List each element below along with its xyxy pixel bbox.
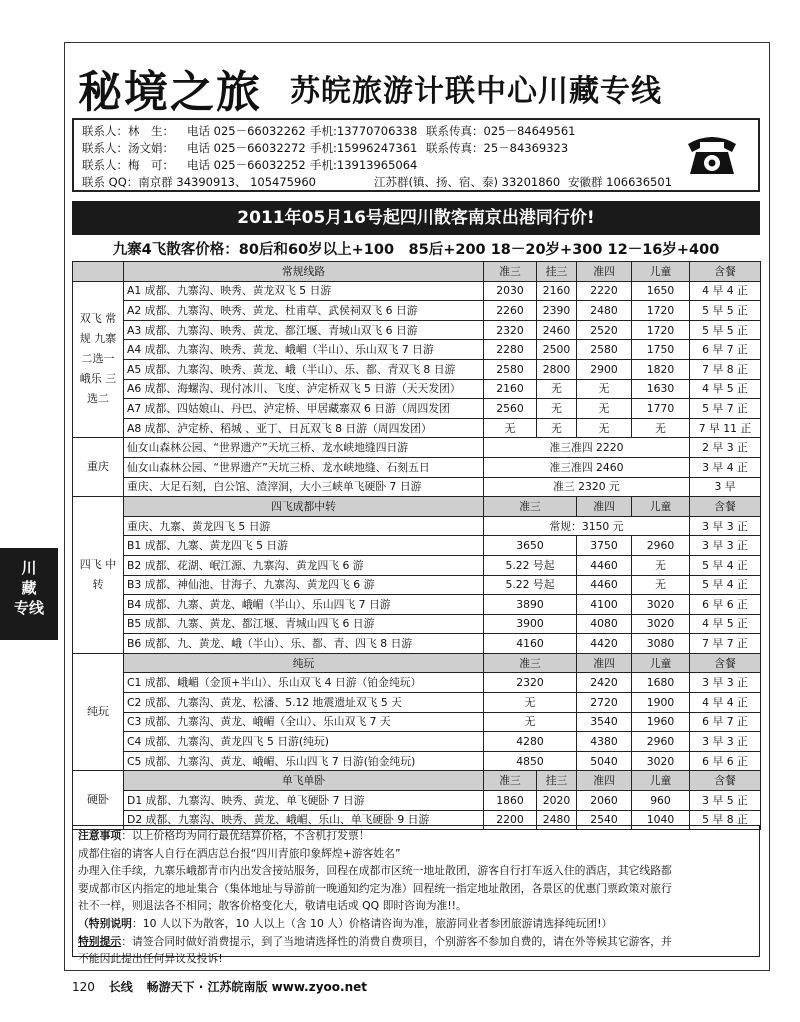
page-number: 120 — [72, 980, 95, 994]
table-row: A3 成都、九寨沟、映秀、黄龙、都江堰、青城山双飞 6 日游 2320 2460 2520 1720 5 早 5 正 — [73, 320, 761, 340]
table-row: C5 成都、九寨沟、黄龙、峨嵋、乐山四飞 7 日游(铂金纯玩) 4850 5040 3020 6 早 6 正 — [73, 751, 761, 771]
table-subheader: 四飞 中转 四飞成都中转 准三 准四 儿童 含餐 — [73, 497, 761, 517]
pricing-note: 九寨4飞散客价格：80后和60岁以上+100 85后+200 18－20岁+300 12－16岁+400 — [112, 242, 720, 258]
note-line: （特别说明：10 人以下为散客，10 人以上（含 10 人）价格请咨询为准，旅游同业者参团旅游请选择纯玩团!） — [78, 916, 613, 930]
table-row: A4 成都、九寨沟、映秀、黄龙、峨嵋（半山）、乐山双飞 7 日游 2280 2500 2580 1750 6 早 7 正 — [73, 340, 761, 360]
price-table — [72, 261, 761, 830]
category-label: 重庆 — [73, 438, 124, 497]
footer-text: 畅游天下 · 江苏皖南版 www.zyoo.net — [146, 980, 367, 994]
note-line: 要成都市区内指定的地址集合（集体地址与导游前一晚通知约定为准）回程统一指定地址散团，各景区的优惠门票政策对旅行 — [78, 881, 672, 895]
price-banner: 2011年05月16号起四川散客南京出港同行价! — [72, 201, 760, 235]
table-row: A8 成都、泸定桥、稻城 、亚丁、日瓦双飞 8 日游（周四发团） 无 无 无 无 7 早 11 正 — [73, 418, 761, 438]
note-line: 社不一样，则退法各不相同；散客价格变化大，敬请电话或 QQ 即时咨询为准!!。 — [78, 899, 467, 913]
table-row: B3 成都、神仙池、甘海子、九寨沟、黄龙四飞 6 游 5.22 号起 4460 无 5 早 4 正 — [73, 575, 761, 595]
table-row: C4 成都、九寨沟、黄龙四飞 5 日游(纯玩) 4280 4380 2960 3 早 3 正 — [73, 732, 761, 752]
table-row: D1 成都、九寨沟、映秀、黄龙、单飞硬卧 7 日游 1860 2020 2060 960 3 早 5 正 — [73, 791, 761, 811]
category-label: 双飞 常规 九寨 二选一 峨乐 三选二 — [73, 281, 124, 438]
note-line: 不能因此提出任何异议及投诉! — [78, 952, 223, 966]
table-row: 重庆、大足石刻，白公馆、渣滓洞，大小三峡单飞硬卧 7 日游 准三 2320 元 3 早 — [73, 477, 761, 497]
side-tab: 川 藏 专线 — [0, 548, 58, 640]
table-row: A2 成都、九寨沟、映秀、黄龙、杜甫草、武侯祠双飞 6 日游 2260 2390 2480 1720 5 早 5 正 — [73, 301, 761, 321]
table-row: C2 成都、九寨沟、黄龙、松潘、5.12 地震遗址双飞 5 天 无 2720 1900 4 早 4 正 — [73, 693, 761, 713]
table-row: 重庆、九寨、黄龙四飞 5 日游 常规：3150 元 3 早 3 正 — [73, 516, 761, 536]
note-line: 成都住宿的请客人自行在酒店总台报“四川青旅印象辉煌+游客姓名” — [78, 846, 401, 860]
table-row: A5 成都、九寨沟、映秀、黄龙、峨（半山）、乐、都、青双飞 8 日游 2580 2800 2900 1820 7 早 8 正 — [73, 359, 761, 379]
table-row: C3 成都、九寨沟、黄龙、峨嵋（全山）、乐山双飞 7 天 无 3540 1960 6 早 7 正 — [73, 712, 761, 732]
note-line: 特别提示：请签合同时做好消费提示，到了当地请选择性的消费自费项目，个别游客不参加自费的，请在外等候其它游客，并 — [78, 934, 672, 948]
table-subheader: 硬卧 单飞单卧 准三 挂三 准四 儿童 含餐 — [73, 771, 761, 791]
table-row: B5 成都、九寨、黄龙、都江堰、青城山四飞 6 日游 3900 4080 3020 4 早 5 正 — [73, 614, 761, 634]
table-row: A7 成都、四姑娘山、丹巴、泸定桥、甲居藏寨双 6 日游（周四发团 2560 无 无 1770 5 早 7 正 — [73, 399, 761, 419]
category-label: 四飞 中转 — [73, 497, 124, 654]
table-row: C1 成都、峨嵋（金顶+半山）、乐山双飞 4 日游（铂金纯玩） 2320 2420 1680 3 早 3 正 — [73, 673, 761, 693]
telephone-icon — [684, 128, 740, 180]
table-row: B2 成都、花湖、岷江源、九寨沟、黄龙四飞 6 游 5.22 号起 4460 无 5 早 4 正 — [73, 555, 761, 575]
brand-logo: 秘境之旅 — [78, 67, 262, 118]
page-header — [72, 52, 760, 118]
table-row: 仙女山森林公园、“世界遗产”天坑三桥、龙水峡地缝、石刻五日 准三准四 2460 3 早 4 正 — [73, 457, 761, 477]
note-line: 办理入住手续，九寨乐峨都青市内出发含接站服务，回程在成都市区统一地址散团，游客自行打车返入住的酒店，其它线路都 — [78, 864, 672, 878]
table-row: 重庆 仙女山森林公园、“世界遗产”天坑三桥、龙水峡地缝四日游 准三准四 2220 2 早 3 正 — [73, 438, 761, 458]
table-row: D2 成都、九寨沟、映秀、黄龙、峨嵋、乐山、单飞硬卧 9 日游 2200 2480 2540 1040 5 早 8 正 — [73, 810, 761, 830]
table-row: B1 成都、九寨、黄龙四飞 5 日游 3650 3750 2960 3 早 3 正 — [73, 536, 761, 556]
contact-box: 联系人：林 生： 电话 025－66032262 手机:13770706338 联系传真：025－84649561 联系人：汤文娟： 电话 025－66032272 手机:15996247361 联系传真：25－84369323 联系人：梅 可： 电话 025－66032252 手机:13913965064 联系 QQ：南京群 34390913、 105475960 江苏群(镇、扬、宿、泰) 33201860 安徽群 106636501 — [72, 118, 760, 192]
table-subheader: 纯玩 纯玩 准三 准四 儿童 含餐 — [73, 653, 761, 673]
page-subtitle: 苏皖旅游计联中心川藏专线 — [290, 74, 662, 109]
category-label: 纯玩 — [73, 653, 124, 771]
footer-tag: 长线 — [108, 980, 133, 994]
page-footer — [72, 976, 377, 998]
category-label: 硬卧 — [73, 771, 124, 830]
table-subheader: 常规线路 准三 挂三 准四 儿童 含餐 — [73, 262, 761, 282]
note-line: 注意事项：以上价格均为同行最优结算价格，不含机打发票！ — [78, 829, 370, 842]
table-row: B4 成都、九寨、黄龙、峨嵋（半山）、乐山四飞 7 日游 3890 4100 3020 6 早 6 正 — [73, 595, 761, 615]
table-row: B6 成都、九、黄龙、峨（半山）、乐、都、青、四飞 8 日游 4160 4420 3080 7 早 7 正 — [73, 634, 761, 654]
table-row: 双飞 常规 九寨 二选一 峨乐 三选二 A1 成都、九寨沟、映秀、黄龙双飞 5 日游 2030 2160 2220 1650 4 早 4 正 — [73, 281, 761, 301]
table-row: A6 成都、海螺沟、现付冰川、飞度、泸定桥双飞 5 日游（天天发团） 2160 无 无 1630 4 早 5 正 — [73, 379, 761, 399]
notes-box — [72, 825, 760, 966]
